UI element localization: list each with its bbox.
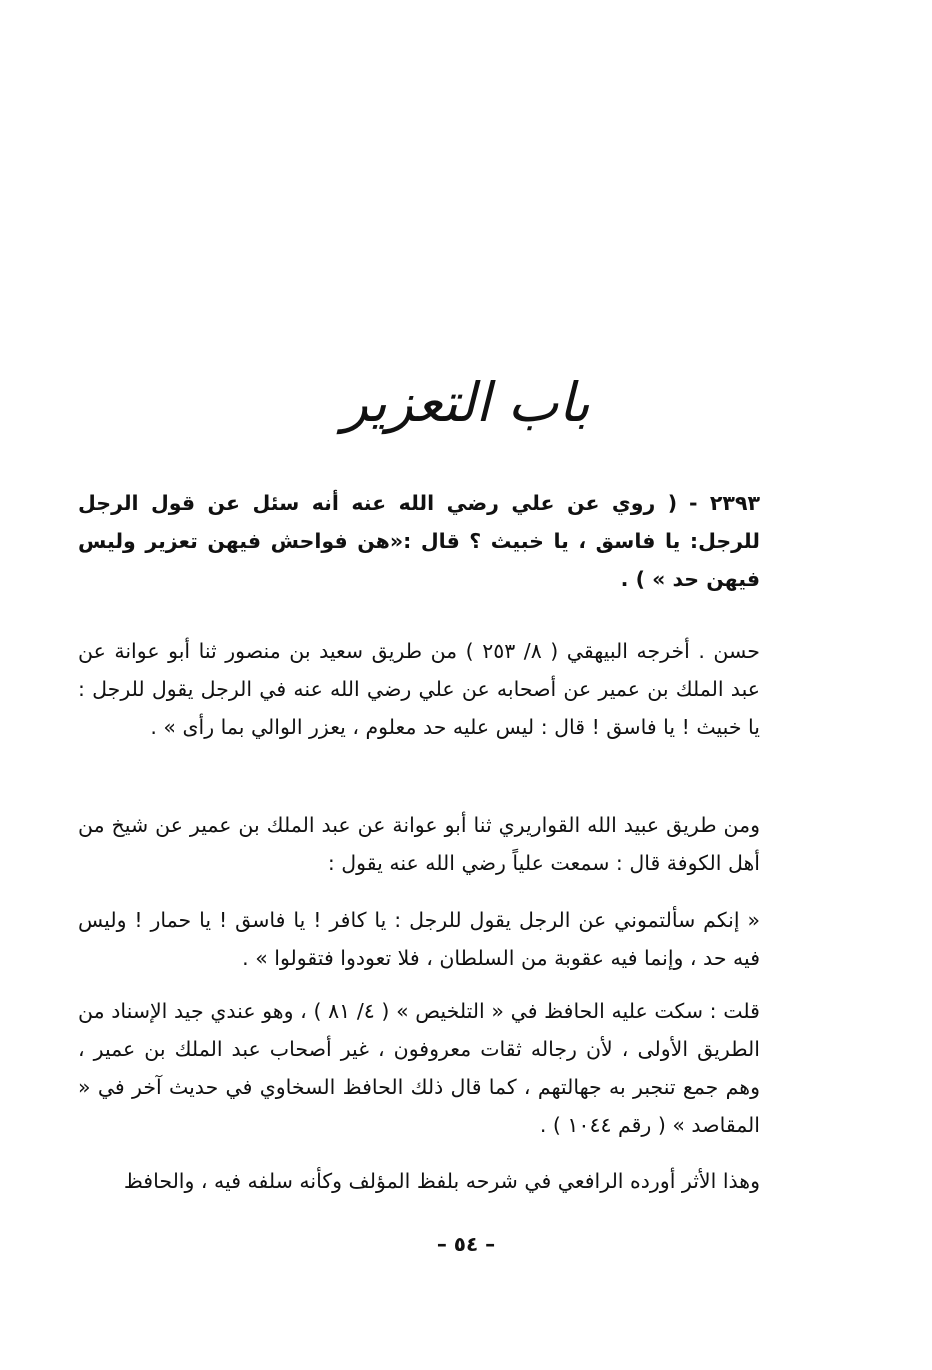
paragraph-text: حسن . أخرجه البيهقي ( ٨/ ٢٥٣ ) من طريق سعيد بن منصور ثنا أبو عوانة عن عبد الملك بن عمير عن أصحابه عن علي رضي الله عنه في الرجل يقول للرجل : يا خبيث ! يا فاسق ! قال : ليس عليه حد معلوم ، يعزر الوالي بما رأى » . [78,639,760,739]
commentary-paragraph [78,992,760,1144]
chapter-title: باب التعزير [342,371,590,434]
quote-paragraph [78,901,760,977]
commentary-paragraph [78,1162,760,1200]
commentary-paragraph [78,806,760,882]
paragraph-text: ومن طريق عبيد الله القواريري ثنا أبو عوانة عن عبد الملك بن عمير عن شيخ من أهل الكوفة قال : سمعت علياً رضي الله عنه يقول : [78,813,760,875]
page-number: – ٥٤ – [436,1232,496,1256]
hadith-text: ( روي عن علي رضي الله عنه أنه سئل عن قول الرجل للرجل: يا فاسق ، يا خبيث ؟ قال :«هن فواحش فيهن تعزير وليس فيهن حد » ) . [78,491,760,591]
paragraph-text: قلت : سكت عليه الحافظ في « التلخيص » ( ٤/ ٨١ ) ، وهو عندي جيد الإسناد من الطريق الأولى ، لأن رجاله ثقات معروفون ، غير أصحاب عبد الملك بن عمير ، وهم جمع تنجبر به جهالتهم ، كما قال ذلك الحافظ السخاوي في حديث آخر في « المقاصد » ( رقم ١٠٤٤ ) . [78,999,760,1137]
commentary-paragraph [78,632,760,746]
hadith-entry [78,484,760,598]
paragraph-text: « إنكم سألتموني عن الرجل يقول للرجل : يا كافر ! يا فاسق ! يا حمار ! وليس فيه حد ، وإنما فيه عقوبة من السلطان ، فلا تعودوا فتقولوا » . [78,908,760,970]
paragraph-text: وهذا الأثر أورده الرافعي في شرحه بلفظ المؤلف وكأنه سلفه فيه ، والحافظ [123,1169,760,1193]
hadith-number: ٢٣٩٣ - [688,491,760,515]
